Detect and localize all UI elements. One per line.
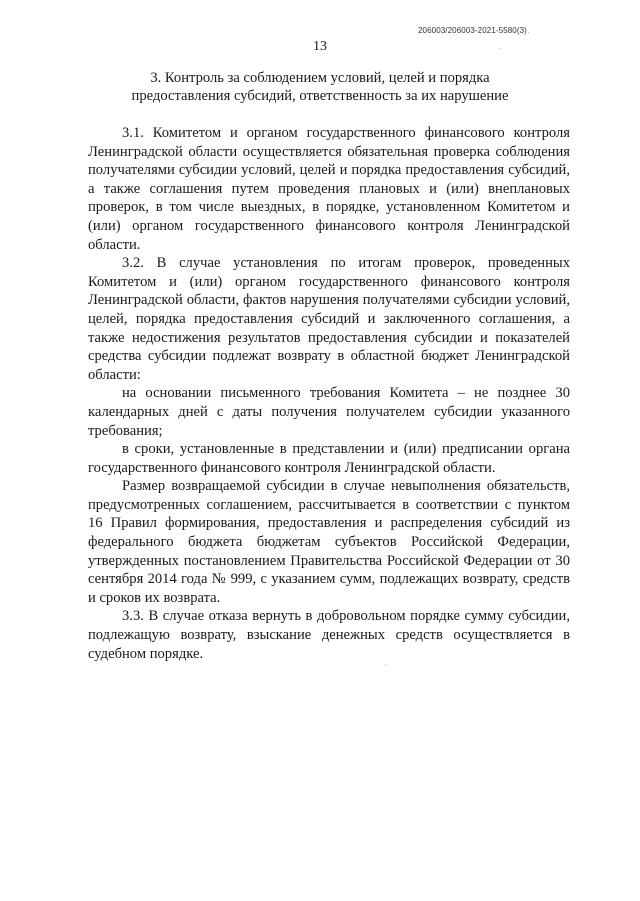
paragraph-3-2: 3.2. В случае установления по итогам проверок, проведенных Комитетом и (или) органом государственного финансового контроля Ленинградской области, фактов нарушения получателями субсидии условий, целей, порядка предоставления субсидий и заключенного соглашения, а также недостижения результатов предоставления субсидии и показателей средства субсидии подлежат возврату в областной бюджет Ленинградской области: bbox=[88, 255, 570, 383]
page-number: 13 bbox=[313, 39, 327, 54]
document-body bbox=[88, 124, 570, 663]
section-title-line-2: предоставления субсидий, ответственность за их нарушение bbox=[131, 88, 509, 104]
paragraph-3-3: 3.3. В случае отказа вернуть в добровольном порядке сумму субсидии, подлежащую возврату, взыскание денежных средств осуществляется в судебном порядке. bbox=[88, 608, 570, 662]
section-title-line-1: 3. Контроль за соблюдением условий, целей и порядка bbox=[150, 70, 490, 86]
scan-speck bbox=[500, 48, 501, 49]
scan-speck bbox=[528, 32, 529, 33]
paragraph-written-demand: на основании письменного требования Комитета – не позднее 30 календарных дней с даты получения получателем субсидии указанного требования; bbox=[88, 385, 570, 439]
section-title bbox=[120, 69, 520, 105]
scan-speck bbox=[385, 664, 386, 665]
document-code: 206003/206003-2021-5580(3) bbox=[418, 26, 527, 35]
paragraph-3-1: 3.1. Комитетом и органом государственного финансового контроля Ленинградской области осуществляется обязательная проверка соблюдения получателями субсидии условий, целей и порядка предоставления субсидий, а также соглашения путем проведения плановых и (или) внеплановых проверок, в том числе выездных, в порядке, установленном Комитетом и (или) органом государственного финансового контроля Ленинградской области. bbox=[88, 125, 570, 253]
paragraph-refund-amount: Размер возвращаемой субсидии в случае невыполнения обязательств, предусмотренных соглашением, рассчитывается в соответствии с пунктом 16 Правил формирования, предоставления и распределения субсидий из федерального бюджета бюджетам субъектов Российской Федерации, утвержденных постановлением Правительства Российской Федерации от 30 сентября 2014 года № 999, с указанием сумм, подлежащих возврату, средств и сроков их возврата. bbox=[88, 478, 570, 606]
paragraph-control-order: в сроки, установленные в представлении и (или) предписании органа государственного финансового контроля Ленинградской области. bbox=[88, 441, 570, 476]
